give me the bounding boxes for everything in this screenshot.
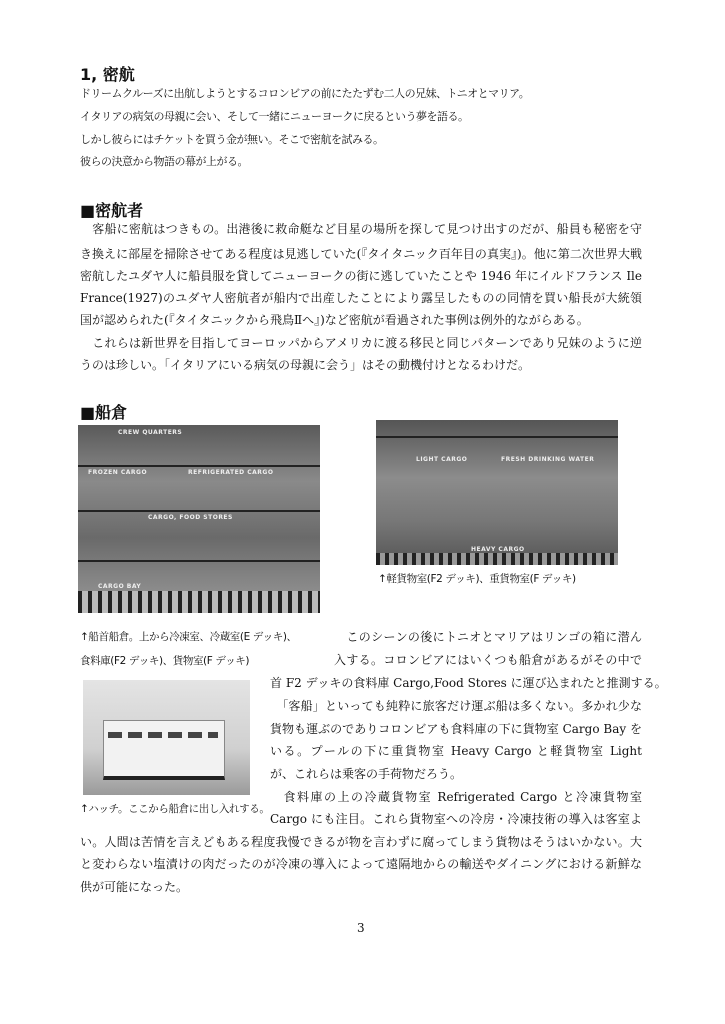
- illustration-label: CREW QUARTERS: [118, 429, 183, 436]
- paragraph-line: しかし彼らにはチケットを買う金が無い。そこで密航を試みる。: [80, 133, 384, 146]
- paragraph-line: 供が可能になった。: [80, 880, 189, 894]
- illustration-label: FRESH DRINKING WATER: [501, 456, 595, 463]
- illustration-label: HEAVY CARGO: [471, 546, 525, 553]
- illustration-label: LIGHT CARGO: [416, 456, 468, 463]
- paragraph-line: 入する。コロンビアにはいくつも船倉があるがその中で: [334, 653, 642, 667]
- illustration-label: REFRIGERATED CARGO: [188, 469, 274, 476]
- paragraph-line: 貨物も運ぶのでありコロンビアも食料庫の下に貨物室 Cargo Bay を: [270, 722, 642, 736]
- figure-caption: 食料庫(F2 デッキ)、貨物室(F デッキ): [80, 655, 250, 667]
- light-heavy-cargo-illustration: [376, 420, 618, 565]
- page-number: 3: [357, 921, 365, 935]
- paragraph-line: これらは新世界を目指してヨーロッパからアメリカに渡る移民と同じパターンであり兄妹のように逆: [92, 336, 642, 350]
- paragraph-line: き換えに部屋を掃除させてある程度は見逃していた(『タイタニック百年目の真実』)。他に第二次世界大戦: [80, 247, 642, 261]
- illustration-label: CARGO, FOOD STORES: [148, 514, 233, 521]
- figure-caption: ↑軽貨物室(F2 デッキ)、重貨物室(F デッキ): [378, 573, 576, 585]
- paragraph-line: 彼らの決意から物語の幕が上がる。: [80, 155, 248, 168]
- illustration-label: CARGO BAY: [98, 583, 142, 590]
- illustration-label: FROZEN CARGO: [88, 469, 148, 476]
- paragraph-line: い。人間は苦情を言えどもある程度我慢できるが物を言わずに腐ってしまう貨物はそうはいかない。大: [80, 835, 642, 849]
- paragraph-line: うのは珍しい。「イタリアにいる病気の母親に会う」はその動機付けとなるわけだ。: [80, 358, 531, 372]
- paragraph-line: 国が認められた(『タイタニックから飛鳥Ⅱへ』)など密航が看過された事例は例外的ながらある。: [80, 313, 589, 327]
- figure-caption: ↑船首船倉。上から冷凍室、冷蔵室(E デッキ)、: [80, 631, 297, 643]
- paragraph-line: 「客船」といっても純粋に旅客だけ運ぶ船は多くない。多かれ少な: [282, 699, 642, 713]
- paragraph-line: France(1927)のユダヤ人密航者が船内で出産したことにより露呈したものの同情を買い船長が大統領: [80, 291, 642, 305]
- hatch-photo: [83, 680, 250, 795]
- paragraph-line: が、これらは乗客の手荷物だろう。: [270, 767, 463, 781]
- paragraph-line: Cargo にも注目。これら貨物室への冷房・冷凍技術の導入は客室よ: [270, 812, 642, 826]
- section-heading-stowaways: ■密航者: [80, 201, 144, 220]
- paragraph-line: 密航したユダヤ人に船員服を貸してニューヨークの街に逃していたことや 1946 年にイルドフランス Ile: [80, 269, 642, 283]
- paragraph-line: 客船に密航はつきもの。出港後に救命艇など目星の場所を探して見つけ出すのだが、船員も秘密を守: [92, 222, 642, 236]
- paragraph-line: いる。プールの下に重貨物室 Heavy Cargo と軽貨物室 Light: [270, 744, 642, 758]
- bow-cargo-hold-illustration: [78, 425, 320, 613]
- section-title-stowaway: 1, 密航: [80, 65, 135, 84]
- paragraph-line: 食料庫の上の冷蔵貨物室 Refrigerated Cargo と冷凍貨物室: [283, 790, 642, 804]
- paragraph-line: ドリームクルーズに出航しようとするコロンビアの前にたたずむ二人の兄妹、トニオとマリア。: [80, 87, 530, 100]
- paragraph-line: イタリアの病気の母親に会い、そして一緒にニューヨークに戻るという夢を語る。: [80, 110, 469, 123]
- section-heading-cargo-hold: ■船倉: [80, 403, 128, 422]
- figure-caption: ↑ハッチ。ここから船倉に出し入れする。: [80, 803, 270, 815]
- paragraph-line: 首 F2 デッキの食料庫 Cargo,Food Stores に運び込まれたと推測する。: [270, 676, 667, 690]
- paragraph-line: と変わらない塩漬けの肉だったのが冷凍の導入によって遠隔地からの輸送やダイニングにおける新鮮な: [80, 857, 642, 871]
- paragraph-line: このシーンの後にトニオとマリアはリンゴの箱に潜ん: [346, 630, 642, 644]
